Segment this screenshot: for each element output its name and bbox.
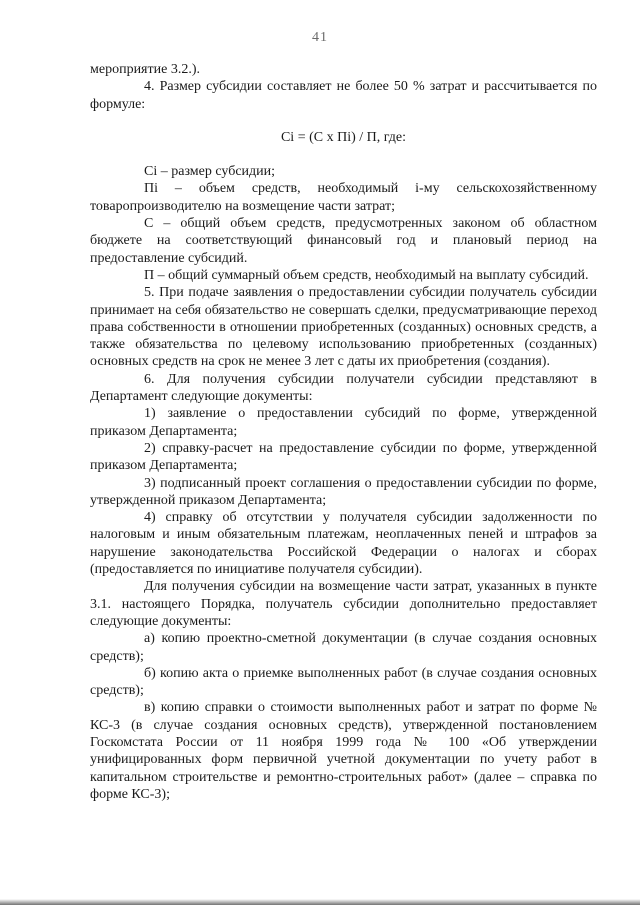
list-item: в) копию справки о стоимости выполненных работ и затрат по форме № КС-3 (в случае создания основных средств), утвержденной постановлением Госкомстата России от 11 ноября 1999 года № 100 «Об утверждении унифицированных форм первичной учетной документации по учету работ в капитальном строительстве и ремонтно-строительных работ» (далее – справка по форме КС-3); [90, 700, 597, 802]
paragraph-clause-5: 5. При подаче заявления о предоставлении субсидии получатель субсидии принимает на себя обязательство не совершать сделки, предусматривающие переход права собственности в отношении приобретенных (созданных) основных средств, а также обязательства по целевому использованию приобретенных (созданных) основных средств на срок не менее 3 лет с даты их приобретения (создания). [90, 285, 597, 370]
list-item: 3) подписанный проект соглашения о предоставлении субсидии по форме, утвержденной приказом Департамента; [90, 475, 597, 508]
document-body [90, 61, 597, 803]
definition-p: П – общий суммарный объем средств, необходимый на выплату субсидий. [144, 267, 589, 283]
list-item: б) копию акта о приемке выполненных работ (в случае создания основных средств); [90, 665, 597, 699]
definition-ci: Ci – размер субсидии; [144, 164, 276, 180]
paragraph: мероприятие 3.2.). [90, 62, 200, 77]
list-item: а) копию проектно-сметной документации (в случае создания основных средств); [90, 631, 597, 664]
list-item: 1) заявление о предоставлении субсидий по форме, утвержденной приказом Департамента; [90, 406, 597, 439]
page-number: 41 [312, 30, 328, 45]
list-item: 2) справку-расчет на предоставление субсидии по форме, утвержденной приказом Департамента; [90, 440, 597, 474]
list-item: 4) справку об отсутствии у получателя субсидии задолженности по налоговым и иным обязательным платежам, неоплаченных пеней и штрафов за нарушение законодательства Российской Федерации о налогах и сборах (предоставляется по инициативе получателя субсидии). [90, 510, 597, 578]
definition-c: С – общий объем средств, предусмотренных законом об областном бюджете на соответствующий финансовый год и плановый период на предоставление субсидий. [90, 216, 597, 266]
paragraph-clause-4: 4. Размер субсидии составляет не более 50 % затрат и рассчитывается по формуле: [90, 79, 597, 112]
definition-pi: Пi – объем средств, необходимый i-му сельскохозяйственному товаропроизводителю на возмещение части затрат; [90, 181, 597, 214]
scan-edge-shadow [0, 899, 640, 905]
paragraph-clause-6: 6. Для получения субсидии получатели субсидии представляют в Департамент следующие документы: [90, 371, 597, 405]
paragraph-additional-docs: Для получения субсидии на возмещение части затрат, указанных в пункте 3.1. настоящего Порядка, получатель субсидии дополнительно предоставляет следующие документы: [90, 579, 597, 629]
formula: Ci = (C x Пi) / П, где: [280, 129, 407, 145]
